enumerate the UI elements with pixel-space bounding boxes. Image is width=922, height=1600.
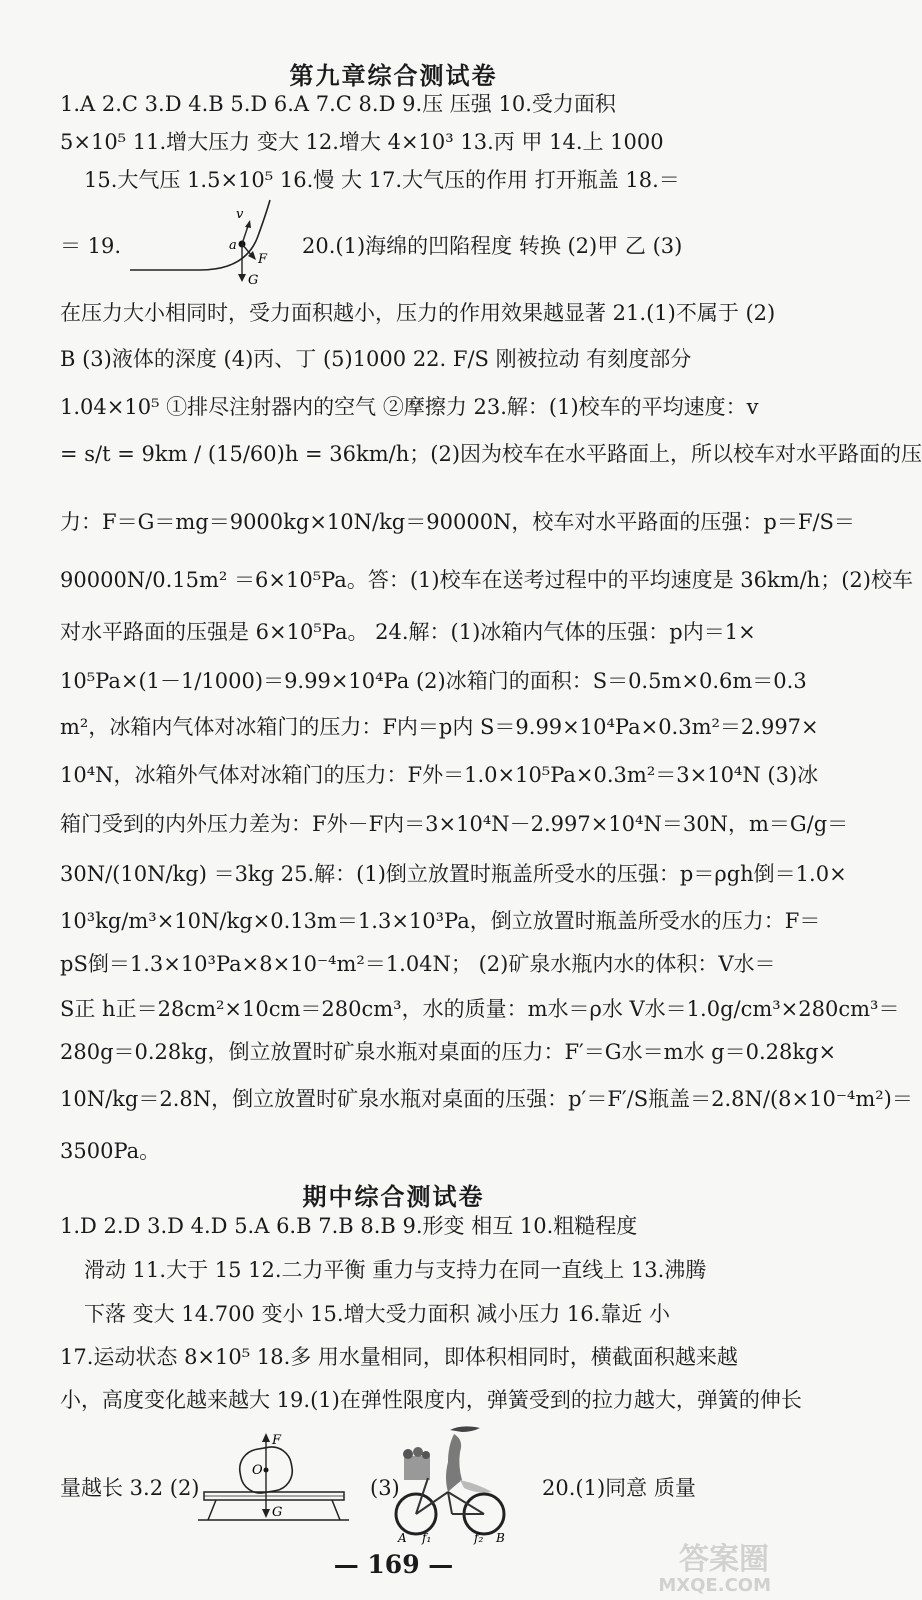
watermark-url: MXQE.COM (658, 1575, 771, 1596)
text-line: 90000N/0.15m² ＝6×10⁵Pa。答：(1)校车在送考过程中的平均速度是 36km/h；(2)校车 (60, 568, 913, 592)
text-line: 在压力大小相同时，受力面积越小，压力的作用效果越显著 21.(1)不属于 (2) (60, 301, 776, 325)
label-B: B (496, 1531, 505, 1545)
label-O: O (252, 1463, 263, 1478)
label-f1: f₁ (422, 1531, 432, 1545)
text-line: = s/t = 9km / (15/60)h = 36km/h；(2)因为校车在水平路面上，所以校车对水平路面的压 (60, 442, 922, 466)
text-line: 力：F＝G＝mg＝9000kg×10N/kg＝90000N，校车对水平路面的压强：p＝F/S＝ (60, 510, 855, 534)
text-line: 10⁵Pa×(1－1/1000)＝9.99×10⁴Pa (2)冰箱门的面积：S＝0.5m×0.6m＝0.3 (60, 669, 807, 693)
text-line: 小，高度变化越来越大 19.(1)在弹性限度内，弹簧受到的拉力越大，弹簧的伸长 (60, 1388, 802, 1412)
text-line: 10³kg/m³×10N/kg×0.13m＝1.3×10³Pa，倒立放置时瓶盖所受水的压力：F＝ (60, 909, 821, 933)
label-G: G (248, 273, 259, 288)
label-G: G (272, 1505, 283, 1520)
label-F: F (258, 252, 268, 267)
text-line: 20.(1)同意 质量 (542, 1476, 696, 1500)
text-line: 280g＝0.28kg，倒立放置时矿泉水瓶对桌面的压力：F′＝G水＝m水 g＝0.28kg× (60, 1040, 837, 1064)
text-line: 10N/kg＝2.8N，倒立放置时矿泉水瓶对桌面的压强：p′＝F′/S瓶盖＝2.8N/(8×10⁻⁴m²)＝ (60, 1087, 913, 1111)
text-line: 滑动 11.大于 15 12.二力平衡 重力与支持力在同一直线上 13.沸腾 (84, 1258, 707, 1282)
text-line: 30N/(10N/kg) ＝3kg 25.解：(1)倒立放置时瓶盖所受水的压强：p＝ρgh倒＝1.0× (60, 862, 847, 886)
text-line: 下落 变大 14.700 变小 15.增大受力面积 减小压力 16.靠近 小 (84, 1302, 670, 1326)
text-line: 3500Pa。 (60, 1139, 161, 1163)
watermark-logo: 答案圈 (679, 1542, 769, 1577)
text-line: 5×10⁵ 11.增大压力 变大 12.增大 4×10³ 13.丙 甲 14.上 1000 (60, 130, 664, 154)
text-line: m²，冰箱内气体对冰箱门的压力：F内＝p内 S＝9.99×10⁴Pa×0.3m²＝2.997× (60, 715, 819, 739)
text-line: 量越长 3.2 (2) (60, 1476, 200, 1500)
text-line: (3) (370, 1476, 400, 1500)
label-a: a (229, 238, 237, 253)
text-line: 对水平路面的压强是 6×10⁵Pa。 24.解：(1)冰箱内气体的压强：p内＝1× (60, 620, 756, 644)
section-title-midterm: 期中综合测试卷 (302, 1182, 485, 1211)
text-line: 15.大气压 1.5×10⁵ 16.慢 大 17.大气压的作用 打开瓶盖 18.＝ (84, 168, 680, 192)
label-v: v (236, 207, 244, 222)
text-line: 箱门受到的内外压力差为：F外－F内＝3×10⁴N－2.997×10⁴N＝30N，m＝G/g＝ (60, 812, 849, 836)
text-line: 10⁴N，冰箱外气体对冰箱门的压力：F外＝1.0×10⁵Pa×0.3m²＝3×10⁴N (3)冰 (60, 763, 819, 787)
text-line: pS倒＝1.3×10³Pa×8×10⁻⁴m²＝1.04N； (2)矿泉水瓶内水的体积：V水＝ (60, 952, 776, 976)
text-line: S正 h正＝28cm²×10cm＝280cm³，水的质量：m水＝ρ水 V水＝1.0g/cm³×280cm³＝ (60, 997, 900, 1021)
section-title-ch9: 第九章综合测试卷 (289, 61, 498, 90)
text-line: 17.运动状态 8×10⁵ 18.多 用水量相同，即体积相同时，横截面积越来越 (60, 1345, 738, 1369)
text-line: ＝ 19. (60, 234, 122, 258)
text-line: 20.(1)海绵的凹陷程度 转换 (2)甲 乙 (3) (302, 234, 683, 258)
label-F: F (272, 1433, 282, 1448)
q19-2-figure (196, 1430, 351, 1522)
text-line: 1.A 2.C 3.D 4.B 5.D 6.A 7.C 8.D 9.压 压强 10.受力面积 (60, 92, 616, 116)
page-number: — 169 — (333, 1550, 454, 1579)
text-line: 1.04×10⁵ ①排尽注射器内的空气 ②摩擦力 23.解：(1)校车的平均速度：v (60, 395, 759, 419)
label-A: A (398, 1531, 407, 1545)
bicycle-figure (392, 1422, 512, 1544)
q19-figure (128, 196, 298, 286)
text-line: 1.D 2.D 3.D 4.D 5.A 6.B 7.B 8.B 9.形变 相互 10.粗糙程度 (60, 1214, 638, 1238)
label-f2: f₂ (474, 1531, 484, 1545)
text-line: B (3)液体的深度 (4)丙、丁 (5)1000 22. F/S 刚被拉动 有刻度部分 (60, 347, 692, 371)
